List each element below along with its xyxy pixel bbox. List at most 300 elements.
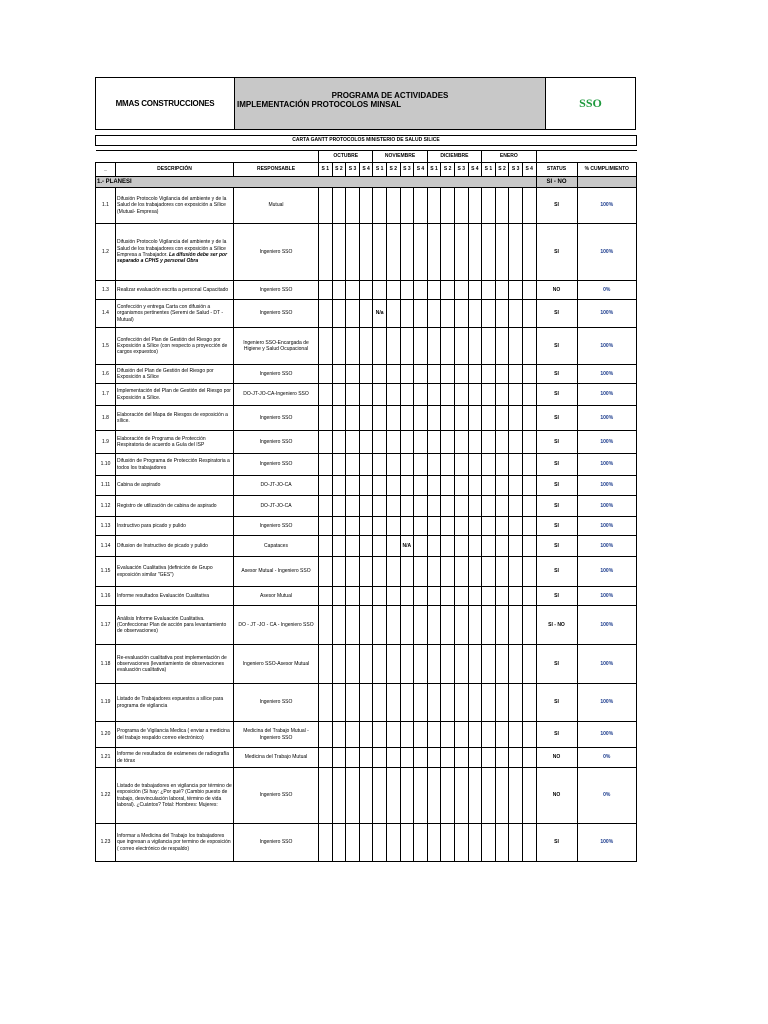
week-cell [495, 768, 509, 824]
week-header: S 3 [454, 163, 468, 177]
week-header: S 2 [441, 163, 455, 177]
activity-description [116, 496, 234, 517]
week-cell [400, 496, 414, 517]
activity-description-text: Elaboración del Mapa de Riesgos de exposición a sílice. [117, 411, 228, 424]
week-cell [346, 606, 360, 645]
week-cell [522, 517, 536, 536]
week-cell [441, 496, 455, 517]
week-cell [454, 454, 468, 476]
table-row [96, 431, 637, 454]
month-header-row [96, 151, 637, 163]
week-cell [373, 281, 387, 300]
week-cell [482, 406, 496, 431]
activity-responsible: Ingeniero SSO [234, 454, 319, 476]
program-title [235, 78, 546, 129]
week-cell [332, 748, 346, 768]
week-cell [454, 768, 468, 824]
week-cell [319, 496, 333, 517]
activity-description-text: Difusión del Plan de Gestión del Riesgo por Exposición a Sílice [117, 367, 214, 380]
activity-responsible: Asesor Mutual [234, 587, 319, 606]
week-cell [427, 496, 441, 517]
table-row [96, 824, 637, 862]
activity-description-text: Programa de Vigilancia Medica ( enviar a medicina del trabajo respaldo correo electrónico) [117, 728, 230, 741]
column-header-status: STATUS [536, 163, 577, 177]
week-cell [482, 431, 496, 454]
week-cell [482, 365, 496, 384]
week-cell [482, 722, 496, 748]
week-cell [482, 454, 496, 476]
week-cell [427, 281, 441, 300]
activity-responsible: Ingeniero SSO [234, 431, 319, 454]
week-cell [509, 300, 523, 328]
column-header-completion: % CUMPLIMIENTO [577, 163, 637, 177]
month-header-blank [96, 151, 319, 163]
week-cell [441, 365, 455, 384]
week-cell [427, 188, 441, 224]
week-cell [346, 384, 360, 406]
table-row [96, 328, 637, 365]
week-cell [509, 536, 523, 557]
activity-number: 1.13 [96, 517, 116, 536]
activity-status: NO [536, 748, 577, 768]
month-november: NOVIEMBRE [373, 151, 427, 163]
week-cell [441, 431, 455, 454]
week-cell [359, 557, 373, 587]
week-cell [522, 431, 536, 454]
week-cell [319, 300, 333, 328]
week-cell [346, 328, 360, 365]
activity-description [116, 536, 234, 557]
activity-description-text: Listado de Trabajadores expuestos a sílice para programa de vigilancia [117, 696, 224, 709]
week-cell [454, 824, 468, 862]
week-cell [400, 684, 414, 722]
activity-number: 1.14 [96, 536, 116, 557]
week-cell [373, 587, 387, 606]
week-header: S 3 [346, 163, 360, 177]
week-cell [441, 188, 455, 224]
week-cell [454, 365, 468, 384]
week-cell [414, 748, 428, 768]
week-header: S 2 [332, 163, 346, 177]
week-cell [509, 188, 523, 224]
week-cell [414, 645, 428, 684]
activity-number: 1.1 [96, 188, 116, 224]
activity-responsible: Ingeniero SSO [234, 824, 319, 862]
activity-description-text: Confección del Plan de Gestión del Riesgo por Exposición a Sílice (con respecto a proyección de cargos expuestos) [117, 336, 228, 356]
week-cell [522, 557, 536, 587]
week-header: S 3 [509, 163, 523, 177]
week-cell [495, 536, 509, 557]
activity-responsible: DO-JT-JO-CA-Ingeniero SSO [234, 384, 319, 406]
week-cell [414, 606, 428, 645]
week-cell [468, 496, 482, 517]
week-cell [359, 300, 373, 328]
week-cell [522, 454, 536, 476]
table-row [96, 300, 637, 328]
week-cell [427, 454, 441, 476]
week-cell [522, 748, 536, 768]
week-cell [400, 384, 414, 406]
activity-completion: 100% [577, 587, 637, 606]
week-cell [522, 768, 536, 824]
week-cell [482, 384, 496, 406]
activity-description-text: Informe resultados Evaluación Cualitativa [117, 592, 209, 599]
table-row [96, 768, 637, 824]
week-cell [441, 454, 455, 476]
activity-description [116, 384, 234, 406]
activity-description-text: Difusión Protocolo Vigilancia del ambiente y de la Salud de los trabajadores con exposición a Sílice (Mutual- Empresa) [117, 196, 227, 215]
week-cell [332, 606, 346, 645]
activity-description [116, 406, 234, 431]
activity-completion: 100% [577, 517, 637, 536]
activity-number: 1.4 [96, 300, 116, 328]
week-cell [332, 517, 346, 536]
week-cell [319, 587, 333, 606]
week-cell [359, 188, 373, 224]
week-cell [346, 188, 360, 224]
week-cell [332, 496, 346, 517]
week-cell [495, 824, 509, 862]
table-row [96, 684, 637, 722]
activity-responsible: Ingeniero SSO [234, 406, 319, 431]
week-cell [319, 517, 333, 536]
week-cell [319, 476, 333, 496]
activity-completion: 100% [577, 365, 637, 384]
activity-description-text: Análisis Informe Evaluación Cualitativa. (Confeccionar Plan de acción para levantamiento de observaciones) [117, 615, 227, 635]
activity-completion: 100% [577, 406, 637, 431]
activity-number: 1.17 [96, 606, 116, 645]
week-cell [359, 384, 373, 406]
week-cell [332, 645, 346, 684]
week-cell [386, 431, 400, 454]
week-cell [522, 406, 536, 431]
week-cell [386, 384, 400, 406]
activity-number: 1.18 [96, 645, 116, 684]
activity-status: SI [536, 476, 577, 496]
activity-description-text: Difusion de Instructivo de picado y pulido [117, 542, 208, 549]
week-cell [400, 645, 414, 684]
week-cell [522, 824, 536, 862]
week-cell [346, 281, 360, 300]
week-cell [509, 645, 523, 684]
activity-number: 1.22 [96, 768, 116, 824]
activity-status: SI [536, 188, 577, 224]
activity-responsible: Medicina del Trabajo Mutual - Ingeniero SSO [234, 722, 319, 748]
week-cell [400, 328, 414, 365]
section-row [96, 177, 637, 188]
activity-responsible: Mutual [234, 188, 319, 224]
activity-completion: 100% [577, 606, 637, 645]
activity-status: SI [536, 557, 577, 587]
week-cell [319, 406, 333, 431]
week-cell [332, 768, 346, 824]
week-cell [427, 748, 441, 768]
week-cell [468, 188, 482, 224]
week-cell [441, 684, 455, 722]
week-cell [522, 606, 536, 645]
activity-completion: 0% [577, 281, 637, 300]
activity-number: 1.2 [96, 224, 116, 281]
activity-description [116, 517, 234, 536]
activity-note: La difusión debe ser por separado a CPHS y personal Obra [117, 252, 228, 265]
week-cell: N/a [373, 300, 387, 328]
week-cell [319, 748, 333, 768]
week-cell [468, 431, 482, 454]
week-cell [373, 645, 387, 684]
month-header-blank-right [536, 151, 637, 163]
week-cell [522, 684, 536, 722]
week-cell [400, 406, 414, 431]
activity-description [116, 824, 234, 862]
week-cell [359, 328, 373, 365]
activity-number: 1.20 [96, 722, 116, 748]
activity-responsible: Ingeniero SSO-Asesor Mutual [234, 645, 319, 684]
week-cell [400, 281, 414, 300]
document-header [95, 77, 636, 130]
week-cell [346, 824, 360, 862]
table-row [96, 536, 637, 557]
week-cell [427, 300, 441, 328]
activity-status: SI [536, 684, 577, 722]
week-cell [400, 557, 414, 587]
table-row [96, 224, 637, 281]
week-cell [454, 722, 468, 748]
week-cell [414, 768, 428, 824]
week-cell [441, 587, 455, 606]
week-cell [414, 517, 428, 536]
column-header-number: _ [96, 163, 116, 177]
gantt-title: CARTA GANTT PROTOCOLOS MINISTERIO DE SALUD SILICE [96, 136, 637, 146]
week-cell [427, 606, 441, 645]
week-cell [427, 587, 441, 606]
week-cell [495, 722, 509, 748]
activity-status: SI [536, 431, 577, 454]
activity-number: 1.10 [96, 454, 116, 476]
week-cell [332, 406, 346, 431]
week-cell [441, 281, 455, 300]
week-cell [441, 224, 455, 281]
week-cell [414, 454, 428, 476]
table-row [96, 406, 637, 431]
week-cell [441, 406, 455, 431]
week-cell [454, 300, 468, 328]
week-cell [427, 476, 441, 496]
week-cell [509, 748, 523, 768]
activity-status: SI [536, 384, 577, 406]
week-cell [359, 281, 373, 300]
activity-description-text: Evaluación Cualitativa (definición de Grupo exposición similar "GES") [117, 565, 213, 578]
activity-status: SI [536, 496, 577, 517]
week-cell [427, 557, 441, 587]
week-cell [495, 300, 509, 328]
week-cell [441, 300, 455, 328]
week-cell [509, 224, 523, 281]
week-cell [386, 406, 400, 431]
week-cell [414, 281, 428, 300]
activity-responsible: Ingeniero SSO [234, 517, 319, 536]
week-cell [414, 684, 428, 722]
activity-completion: 100% [577, 454, 637, 476]
week-cell [522, 645, 536, 684]
week-cell [332, 722, 346, 748]
week-cell [400, 431, 414, 454]
activity-description-text: Elaboración de Programa de Protección Respiratoria de acuerdo a Guía del ISP [117, 435, 206, 448]
week-cell [482, 476, 496, 496]
week-cell [346, 365, 360, 384]
week-cell [373, 406, 387, 431]
program-title-line2: IMPLEMENTACIÓN PROTOCOLOS MINSAL [237, 100, 402, 109]
week-cell [386, 496, 400, 517]
week-cell [522, 188, 536, 224]
week-cell [441, 557, 455, 587]
week-cell [373, 606, 387, 645]
week-cell [332, 384, 346, 406]
week-cell [373, 476, 387, 496]
activity-description [116, 281, 234, 300]
activity-description [116, 454, 234, 476]
week-cell [319, 454, 333, 476]
week-cell [495, 517, 509, 536]
week-cell [482, 748, 496, 768]
week-cell [482, 768, 496, 824]
table-row [96, 557, 637, 587]
week-cell [414, 365, 428, 384]
week-cell [454, 557, 468, 587]
activity-status: NO [536, 281, 577, 300]
week-cell [427, 328, 441, 365]
week-cell [427, 517, 441, 536]
activity-status: SI - NO [536, 606, 577, 645]
activity-number: 1.19 [96, 684, 116, 722]
week-cell [319, 224, 333, 281]
week-cell [454, 384, 468, 406]
week-cell [359, 587, 373, 606]
week-cell [386, 476, 400, 496]
week-cell [359, 768, 373, 824]
week-cell [509, 406, 523, 431]
week-cell [509, 384, 523, 406]
activity-description [116, 365, 234, 384]
week-cell [441, 536, 455, 557]
department-label: SSO [579, 96, 602, 110]
activity-number: 1.9 [96, 431, 116, 454]
table-row [96, 748, 637, 768]
week-header: S 1 [319, 163, 333, 177]
week-cell [468, 557, 482, 587]
activity-completion: 100% [577, 557, 637, 587]
week-cell [346, 645, 360, 684]
week-cell [522, 722, 536, 748]
activity-status: SI [536, 517, 577, 536]
week-cell [386, 300, 400, 328]
week-cell [495, 224, 509, 281]
week-cell [414, 224, 428, 281]
week-cell [454, 496, 468, 517]
week-cell [414, 536, 428, 557]
week-cell [414, 824, 428, 862]
activity-status: SI [536, 722, 577, 748]
table-row [96, 587, 637, 606]
week-cell [441, 824, 455, 862]
week-cell [319, 645, 333, 684]
week-cell [522, 365, 536, 384]
activity-number: 1.23 [96, 824, 116, 862]
activity-number: 1.5 [96, 328, 116, 365]
week-cell [441, 476, 455, 496]
week-cell [427, 384, 441, 406]
activity-description-text: Difusión de Programa de Protección Respiratoria a todos los trabajadores [117, 458, 230, 471]
week-cell [346, 536, 360, 557]
week-cell: N/A [400, 536, 414, 557]
week-cell [346, 476, 360, 496]
week-cell [495, 684, 509, 722]
week-cell [386, 824, 400, 862]
table-row [96, 384, 637, 406]
week-header: S 2 [386, 163, 400, 177]
week-cell [482, 645, 496, 684]
week-cell [332, 224, 346, 281]
activity-status: SI [536, 224, 577, 281]
week-cell [359, 431, 373, 454]
week-cell [332, 824, 346, 862]
week-cell [332, 281, 346, 300]
week-cell [522, 496, 536, 517]
week-cell [346, 224, 360, 281]
activity-description [116, 768, 234, 824]
week-cell [482, 188, 496, 224]
week-cell [319, 328, 333, 365]
activity-completion: 100% [577, 224, 637, 281]
week-cell [373, 496, 387, 517]
week-cell [454, 224, 468, 281]
activity-number: 1.8 [96, 406, 116, 431]
week-cell [400, 224, 414, 281]
activity-description-text: Confección y entrega Carta con difusión a organismos pertinentes (Seremi de Salud - DT - Mutual) [117, 304, 224, 323]
week-cell [346, 406, 360, 431]
week-cell [319, 536, 333, 557]
week-cell [468, 768, 482, 824]
week-cell [454, 431, 468, 454]
week-header: S 4 [522, 163, 536, 177]
week-cell [495, 476, 509, 496]
week-cell [468, 476, 482, 496]
week-cell [468, 300, 482, 328]
week-cell [441, 606, 455, 645]
week-cell [509, 281, 523, 300]
week-cell [454, 406, 468, 431]
week-cell [522, 300, 536, 328]
activity-status: SI [536, 454, 577, 476]
week-cell [386, 587, 400, 606]
activity-status: SI [536, 300, 577, 328]
week-cell [332, 536, 346, 557]
week-cell [319, 768, 333, 824]
week-cell [386, 328, 400, 365]
week-cell [373, 365, 387, 384]
activity-status: SI [536, 587, 577, 606]
week-cell [319, 606, 333, 645]
activity-responsible: Ingeniero SSO [234, 684, 319, 722]
week-cell [332, 365, 346, 384]
week-cell [386, 281, 400, 300]
week-cell [509, 768, 523, 824]
week-cell [427, 722, 441, 748]
week-cell [441, 384, 455, 406]
week-cell [454, 188, 468, 224]
week-cell [522, 328, 536, 365]
activity-description-text: Listado de trabajadores en vigilancia por término de exposición (Si hay: ¿Por qué? (Cambio puesto de trabajo, desvinculación laboral, término de vida laboral). ¿Cuántos? Total: Hombres: Mujeres: [117, 782, 232, 808]
activity-completion: 100% [577, 384, 637, 406]
